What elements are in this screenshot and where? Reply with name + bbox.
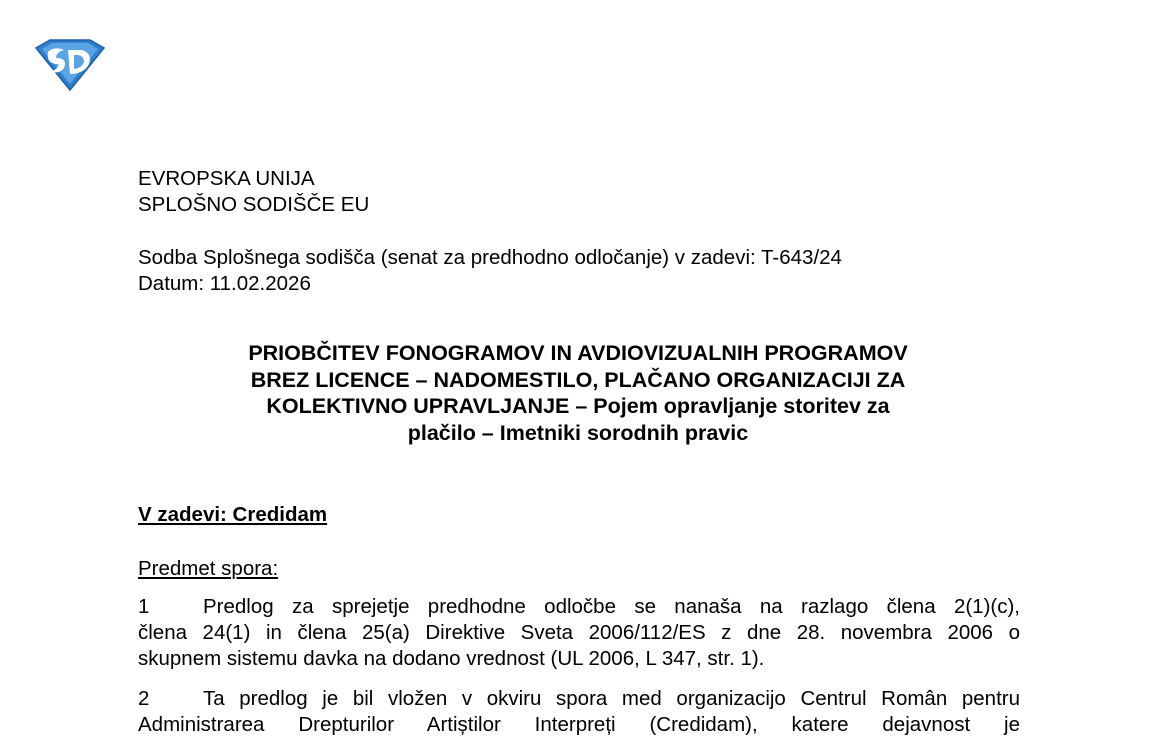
- case-parties: V zadevi: Credidam: [138, 503, 328, 526]
- headnote-line: KOLEKTIVNO UPRAVLJANJE – Pojem opravljanje storitev za: [266, 394, 890, 418]
- subject-heading: Predmet spora:: [138, 557, 279, 580]
- judgment-date: Datum: 11.02.2026: [138, 272, 311, 295]
- paragraph-number: 2: [138, 687, 150, 710]
- paragraph-number: 1: [138, 595, 150, 618]
- paragraph-line: 1 Predlog za sprejetje predhodne odločbe se nanaša na razlago člena 2(1)(c),: [138, 595, 1020, 618]
- institution-union: EVROPSKA UNIJA: [138, 167, 315, 190]
- headnote-line: BREZ LICENCE – NADOMESTILO, PLAČANO ORGANIZACIJI ZA: [250, 367, 906, 392]
- paragraph-line: Administrarea Drepturilor Artiștilor Interpreți (Credidam), katere dejavnost je: [138, 713, 1020, 736]
- paragraph-1: [138, 594, 1020, 672]
- court-emblem-icon: [34, 38, 106, 92]
- paragraph-2: [138, 686, 1020, 738]
- paragraph-line: skupnem sistemu davka na dodano vrednost (UL 2006, L 347, str. 1).: [138, 647, 765, 670]
- judgment-reference: Sodba Splošnega sodišča (senat za predhodno odločanje) v zadevi: T-643/24: [138, 246, 842, 269]
- judgment-headnote: [138, 340, 1018, 446]
- headnote-line: plačilo – Imetniki sorodnih pravic: [407, 420, 749, 445]
- institution-court: SPLOŠNO SODIŠČE EU: [138, 193, 370, 216]
- headnote-line: PRIOBČITEV FONOGRAMOV IN AVDIOVIZUALNIH PROGRAMOV: [248, 341, 908, 365]
- paragraph-line: člena 24(1) in člena 25(a) Direktive Sveta 2006/112/ES z dne 28. novembra 2006 o: [138, 621, 1020, 644]
- paragraph-line: 2 Ta predlog je bil vložen v okviru spora med organizacijo Centrul Român pentru: [138, 687, 1020, 710]
